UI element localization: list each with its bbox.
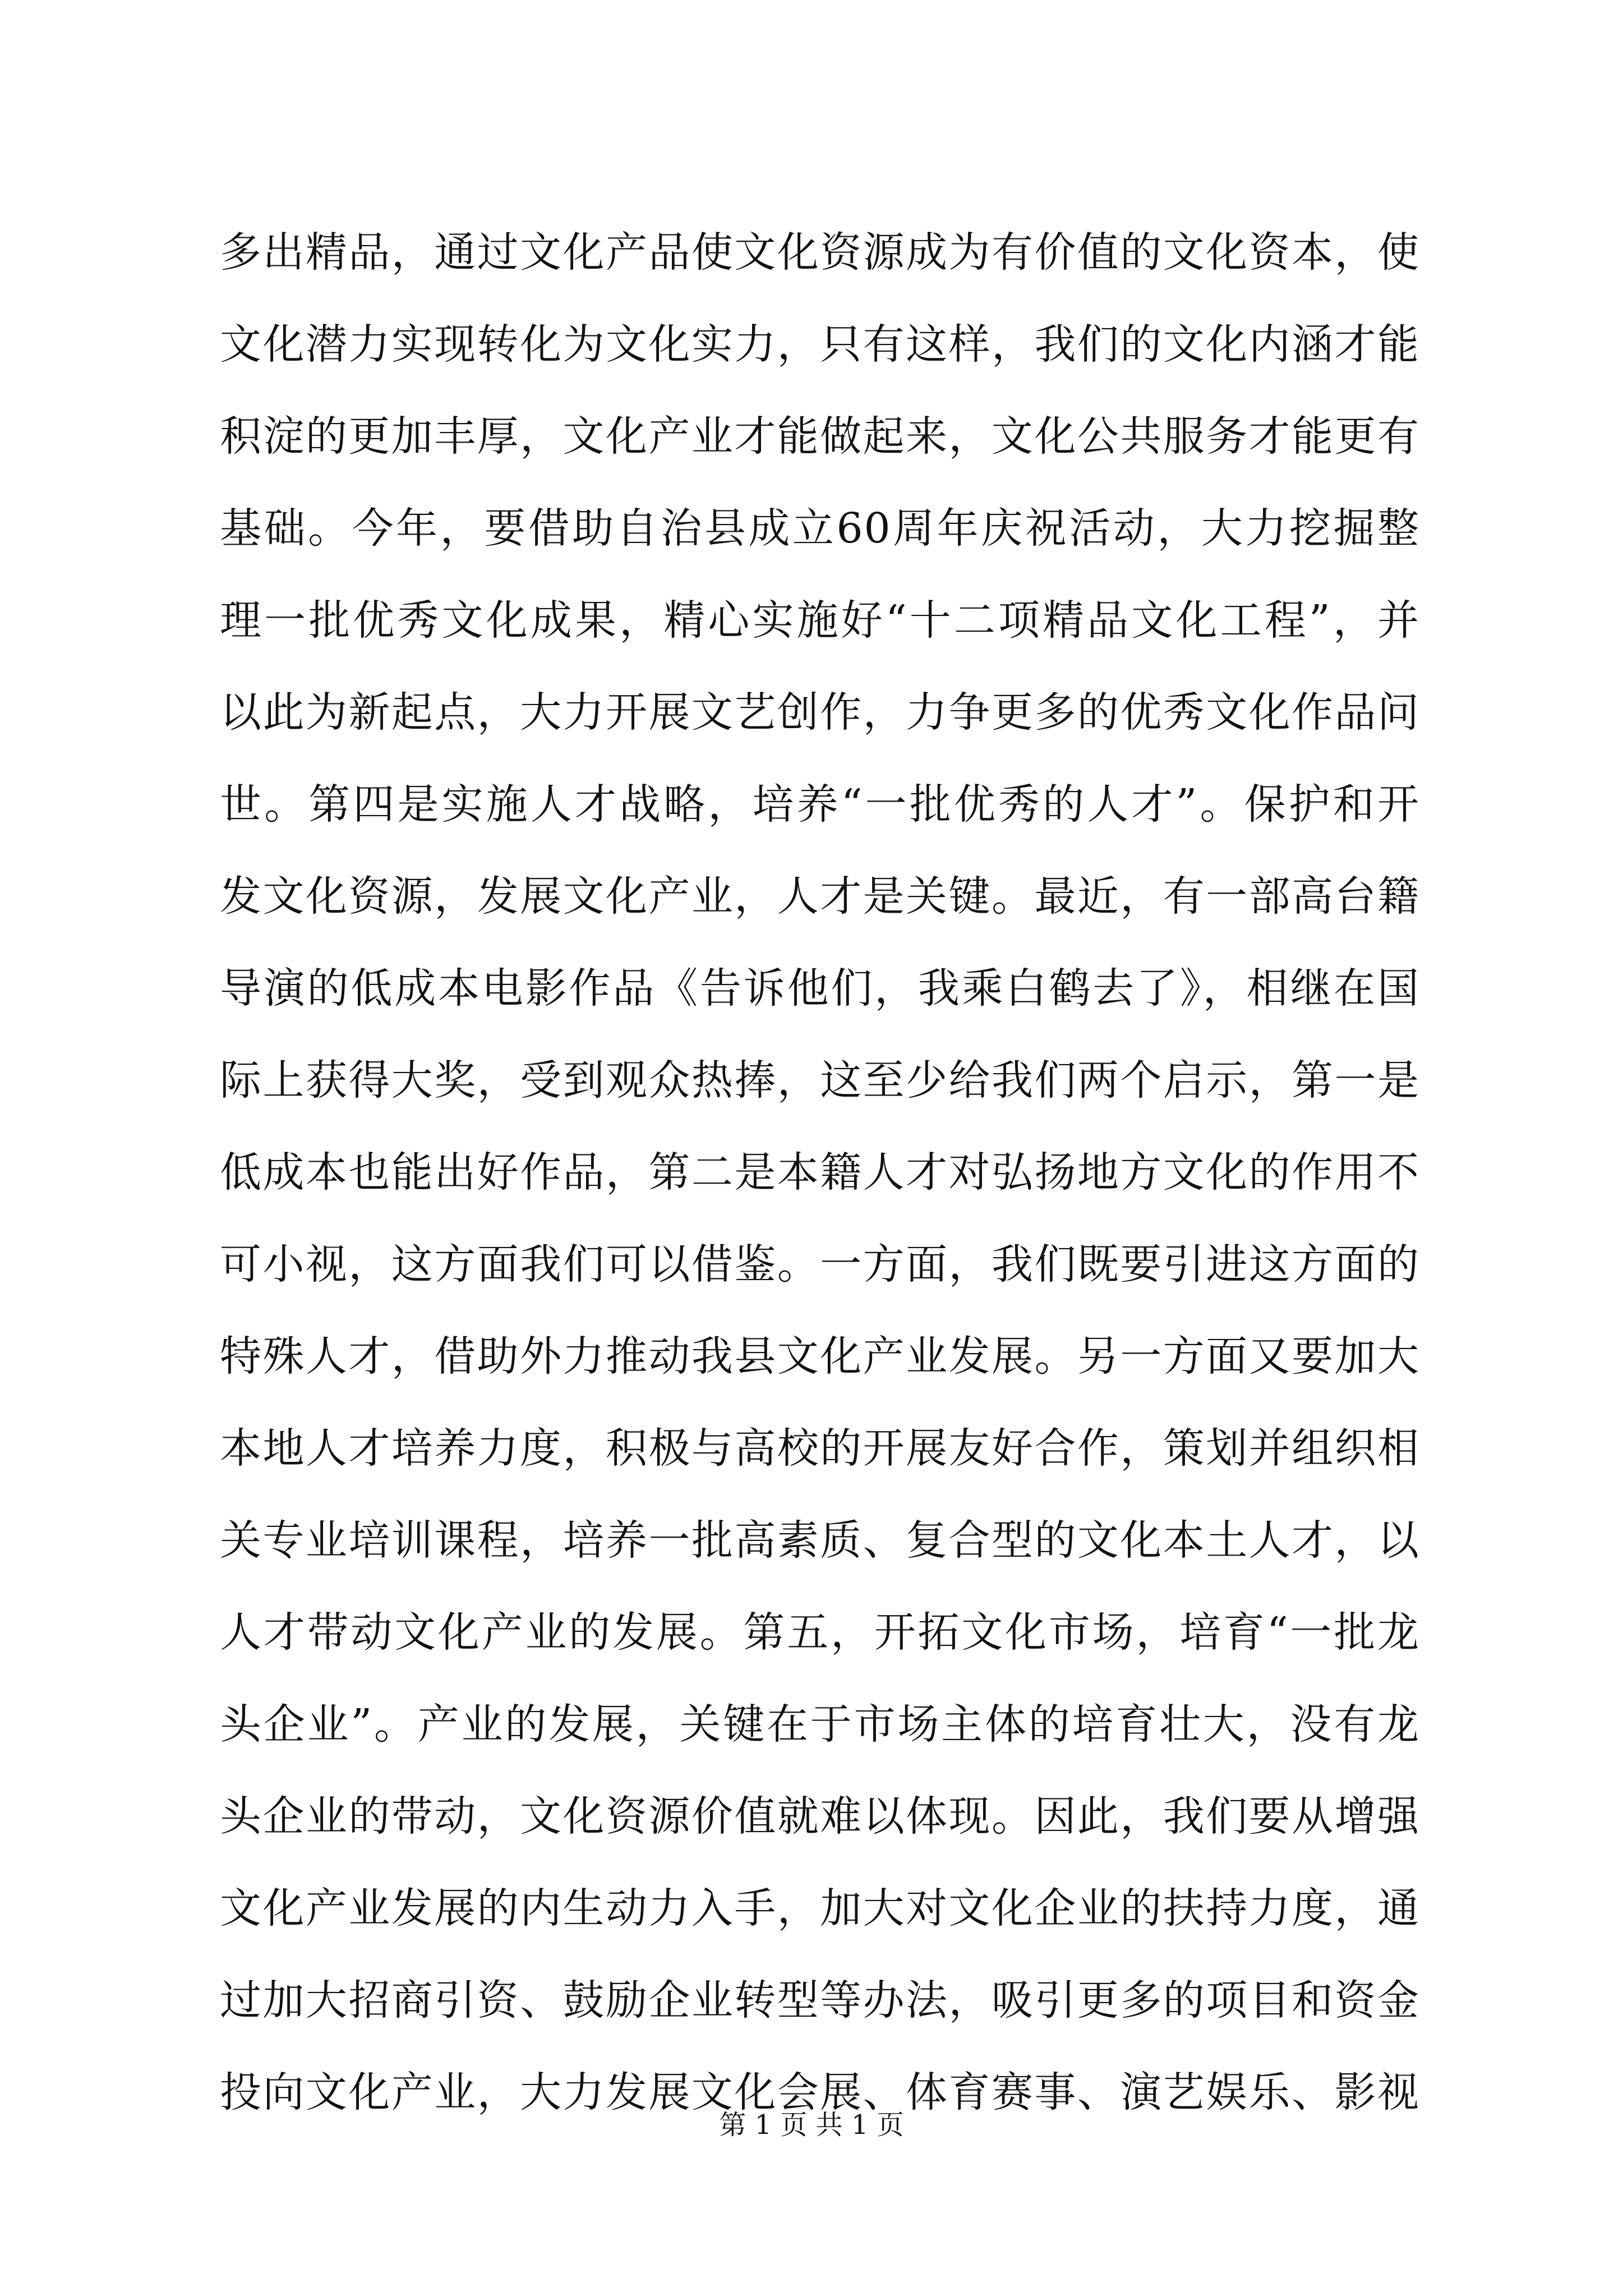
text-line: 低成本也能出好作品，第二是本籍人才对弘扬地方文化的作用不 <box>220 1148 1420 1197</box>
text-line: 世。第四是实施人才战略，培养“一批优秀的人才”。保护和开 <box>220 780 1420 829</box>
text-line: 关专业培训课程，培养一批高素质、复合型的文化本土人才，以 <box>220 1516 1420 1565</box>
text-line: 际上获得大奖，受到观众热捧，这至少给我们两个启示，第一是 <box>220 1056 1420 1105</box>
text-line: 文化产业发展的内生动力入手，加大对文化企业的扶持力度，通 <box>220 1884 1420 1932</box>
text-line: 投向文化产业，大力发展文化会展、体育赛事、演艺娱乐、影视 <box>220 2068 1420 2116</box>
body-text <box>220 206 1420 2138</box>
text-line: 过加大招商引资、鼓励企业转型等办法，吸引更多的项目和资金 <box>220 1976 1420 2024</box>
text-line: 本地人才培养力度，积极与高校的开展友好合作，策划并组织相 <box>220 1424 1420 1473</box>
text-line: 文化潜力实现转化为文化实力，只有这样，我们的文化内涵才能 <box>220 320 1420 369</box>
text-line: 头企业”。产业的发展，关键在于市场主体的培育壮大，没有龙 <box>220 1700 1420 1749</box>
text-line: 发文化资源，发展文化产业，人才是关键。最近，有一部高台籍 <box>220 872 1420 921</box>
text-line: 人才带动文化产业的发展。第五，开拓文化市场，培育“一批龙 <box>220 1608 1420 1657</box>
text-line: 可小视，这方面我们可以借鉴。一方面，我们既要引进这方面的 <box>220 1240 1420 1289</box>
text-line: 以此为新起点，大力开展文艺创作，力争更多的优秀文化作品问 <box>220 688 1420 737</box>
text-line: 积淀的更加丰厚，文化产业才能做起来，文化公共服务才能更有 <box>220 412 1420 461</box>
text-line: 特殊人才，借助外力推动我县文化产业发展。另一方面又要加大 <box>220 1332 1420 1381</box>
text-line: 基础。今年，要借助自治县成立60周年庆祝活动，大力挖掘整 <box>220 504 1420 553</box>
text-line: 头企业的带动，文化资源价值就难以体现。因此，我们要从增强 <box>220 1792 1420 1841</box>
page-footer: 第 1 页 共 1 页 <box>719 2109 904 2141</box>
text-line: 多出精品，通过文化产品使文化资源成为有价值的文化资本，使 <box>220 228 1420 277</box>
text-line: 导演的低成本电影作品《告诉他们，我乘白鹤去了》，相继在国 <box>220 964 1420 1013</box>
text-line: 理一批优秀文化成果，精心实施好“十二项精品文化工程”，并 <box>220 596 1420 645</box>
